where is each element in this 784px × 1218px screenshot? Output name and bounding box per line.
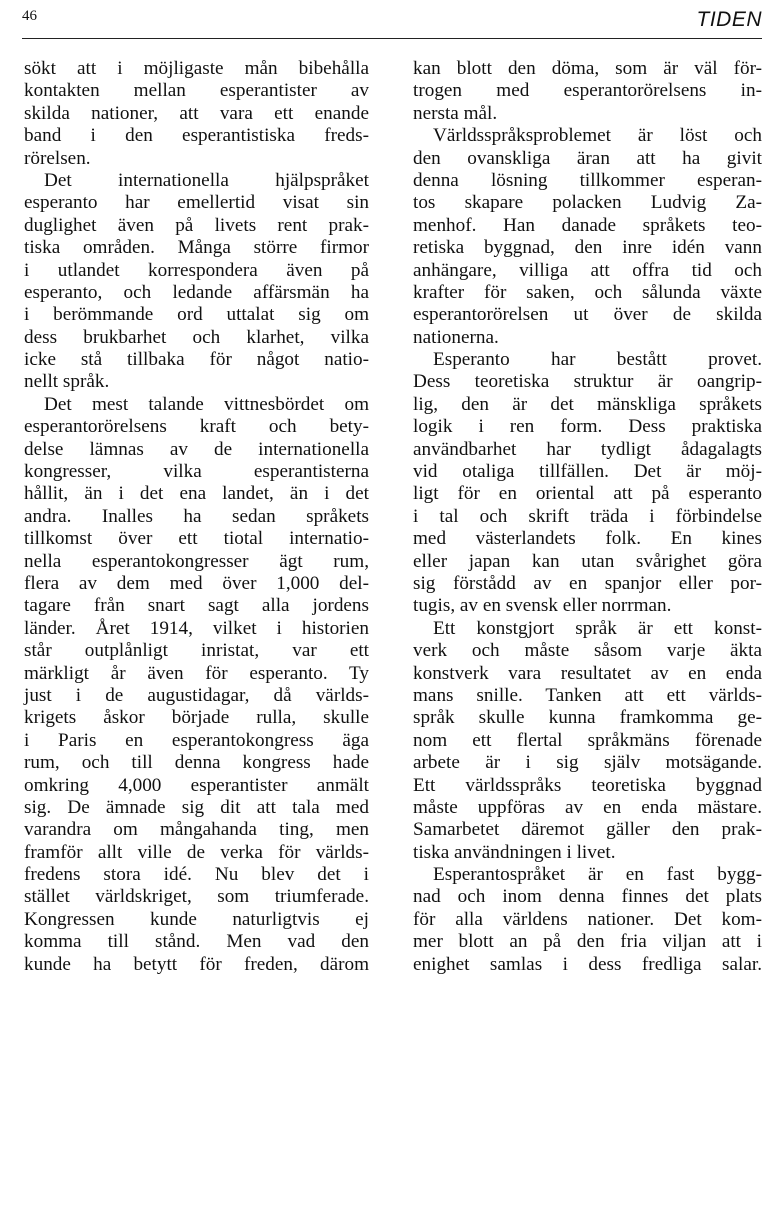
text-line: med västerlandets folk. En kines <box>413 528 762 550</box>
text-line: sig förstådd av en spanjor eller por- <box>413 572 762 594</box>
text-line: menhof. Han danade språkets teo- <box>413 214 762 236</box>
text-line: i tal och skrift träda i förbindelse <box>413 505 762 527</box>
text-line: framför allt ville de verka för världs- <box>24 841 369 863</box>
text-line: Ett världsspråks teoretiska byggnad <box>413 774 762 796</box>
text-line: retiska byggnad, den inre idén vann <box>413 237 762 259</box>
text-line: tagare från snart sagt alla jordens <box>24 595 369 617</box>
right-column <box>413 58 762 976</box>
text-line: mer blott an på den fria viljan att i <box>413 931 762 953</box>
text-line: mans snille. Tanken att ett världs- <box>413 684 762 706</box>
text-line: lig, den är det mänskliga språkets <box>413 393 762 415</box>
text-line: står outplånligt inristat, var ett <box>24 640 369 662</box>
text-line: Världsspråksproblemet är löst och <box>433 125 762 147</box>
text-line: kan blott den döma, som är väl för- <box>413 58 762 79</box>
text-line: vid otaliga tillfällen. Det är möj- <box>413 461 762 483</box>
text-line: flera av dem med över 1,000 del- <box>24 572 369 594</box>
text-line: icke stå tillbaka för något natio- <box>24 349 369 371</box>
text-line: nersta mål. <box>413 102 498 124</box>
text-line: esperantorörelsen ut över de skilda <box>413 304 762 326</box>
text-line: omkring 4,000 esperantister anmält <box>24 774 369 796</box>
text-line: stället världskriget, som triumferade. <box>24 886 369 908</box>
text-line: band i den esperantistiska freds- <box>24 125 369 147</box>
text-line: tillkomst över ett tiotal internatio- <box>24 528 369 550</box>
text-line: nella esperantokongresser ägt rum, <box>24 550 369 572</box>
text-line: för alla världens nationer. Det kom- <box>413 908 762 930</box>
text-line: anhängare, villiga att offra tid och <box>413 259 762 281</box>
text-line: Esperanto har bestått provet. <box>433 349 762 371</box>
text-line: denna lösning tillkommer esperan- <box>413 169 762 191</box>
left-column <box>24 58 369 976</box>
text-line: krafter för saken, och sålunda växte <box>413 281 762 303</box>
text-line: Samarbetet däremot gäller den prak- <box>413 819 762 841</box>
text-line: den ovanskliga äran att ha givit <box>413 147 762 169</box>
text-line: i Paris en esperantokongress äga <box>24 729 369 751</box>
text-line: just i de augustidagar, då världs- <box>24 684 369 706</box>
text-line: Dess teoretiska struktur är oangrip- <box>413 371 762 393</box>
text-line: andra. Inalles ha sedan språkets <box>24 505 369 527</box>
text-line: eller japan kan utan svårighet göra <box>413 550 762 572</box>
text-line: tiska användningen i livet. <box>413 841 616 863</box>
text-line: i berömmande ord uttalat sig om <box>24 304 369 326</box>
text-line: rörelsen. <box>24 147 91 169</box>
text-line: tos skapare polacken Ludvig Za- <box>413 192 762 214</box>
text-line: kongresser, vilka esperantisterna <box>24 461 369 483</box>
journal-title: TIDEN <box>696 8 762 31</box>
text-line: i utlandet korrespondera även på <box>24 259 369 281</box>
text-line: kontakten mellan esperantister av <box>24 80 369 102</box>
text-line: länder. Året 1914, vilket i historien <box>24 617 369 639</box>
text-line: märkligt år även för esperanto. Ty <box>24 662 369 684</box>
text-line: Det mest talande vittnesbördet om <box>44 393 369 415</box>
text-line: nom ett flertal språkmäns förenade <box>413 729 762 751</box>
text-line: esperanto har emellertid visat sin <box>24 192 369 214</box>
text-line: ligt för en oriental att på esperanto <box>413 483 762 505</box>
text-line: hållit, än i det ena landet, än i det <box>24 483 369 505</box>
text-line: skilda nationer, att vara ett enande <box>24 102 369 124</box>
text-line: nellt språk. <box>24 371 110 393</box>
page-number: 46 <box>22 8 37 24</box>
text-line: enighet samlas i dess fredliga salar. <box>413 953 762 975</box>
text-line: esperantorörelsens kraft och bety- <box>24 416 369 438</box>
text-line: Ett konstgjort språk är ett konst- <box>433 617 762 639</box>
text-line: måste uppföras av en enda mästare. <box>413 796 762 818</box>
text-line: nationerna. <box>413 326 499 348</box>
text-line: trogen med esperantorörelsens in- <box>413 80 762 102</box>
text-line: konstverk vara resultatet av en enda <box>413 662 762 684</box>
text-line: Det internationella hjälpspråket <box>44 169 369 191</box>
text-line: komma till stånd. Men vad den <box>24 931 369 953</box>
text-line: logik i ren form. Dess praktiska <box>413 416 762 438</box>
header-rule <box>22 38 762 39</box>
text-line: verk och måste såsom varje äkta <box>413 640 762 662</box>
text-line: duglighet även på livets rent prak- <box>24 214 369 236</box>
text-line: sig. De ämnade sig dit att tala med <box>24 796 369 818</box>
text-line: sökt att i möjligaste mån bibehålla <box>24 58 369 79</box>
text-line: esperanto, och ledande affärsmän ha <box>24 281 369 303</box>
text-line: användbarhet har tydligt ådagalagts <box>413 438 762 460</box>
text-line: krigets åskor började rulla, skulle <box>24 707 369 729</box>
text-line: nad och inom denna finnes det plats <box>413 886 762 908</box>
text-line: dess brukbarhet och klarhet, vilka <box>24 326 369 348</box>
text-line: kunde ha betytt för freden, därom <box>24 953 369 975</box>
text-line: språk skulle kunna framkomma ge- <box>413 707 762 729</box>
text-line: tugis, av en svensk eller norrman. <box>413 595 672 617</box>
text-line: fredens stora idé. Nu blev det i <box>24 864 369 886</box>
text-line: delse lämnas av de internationella <box>24 438 369 460</box>
text-line: Esperantospråket är en fast bygg- <box>433 864 762 886</box>
text-line: Kongressen kunde naturligtvis ej <box>24 908 369 930</box>
text-line: varandra om mångahanda ting, men <box>24 819 369 841</box>
text-line: arbete är i sig själv motsägande. <box>413 752 762 774</box>
text-line: tiska områden. Många större firmor <box>24 237 369 259</box>
text-line: rum, och till denna kongress hade <box>24 752 369 774</box>
